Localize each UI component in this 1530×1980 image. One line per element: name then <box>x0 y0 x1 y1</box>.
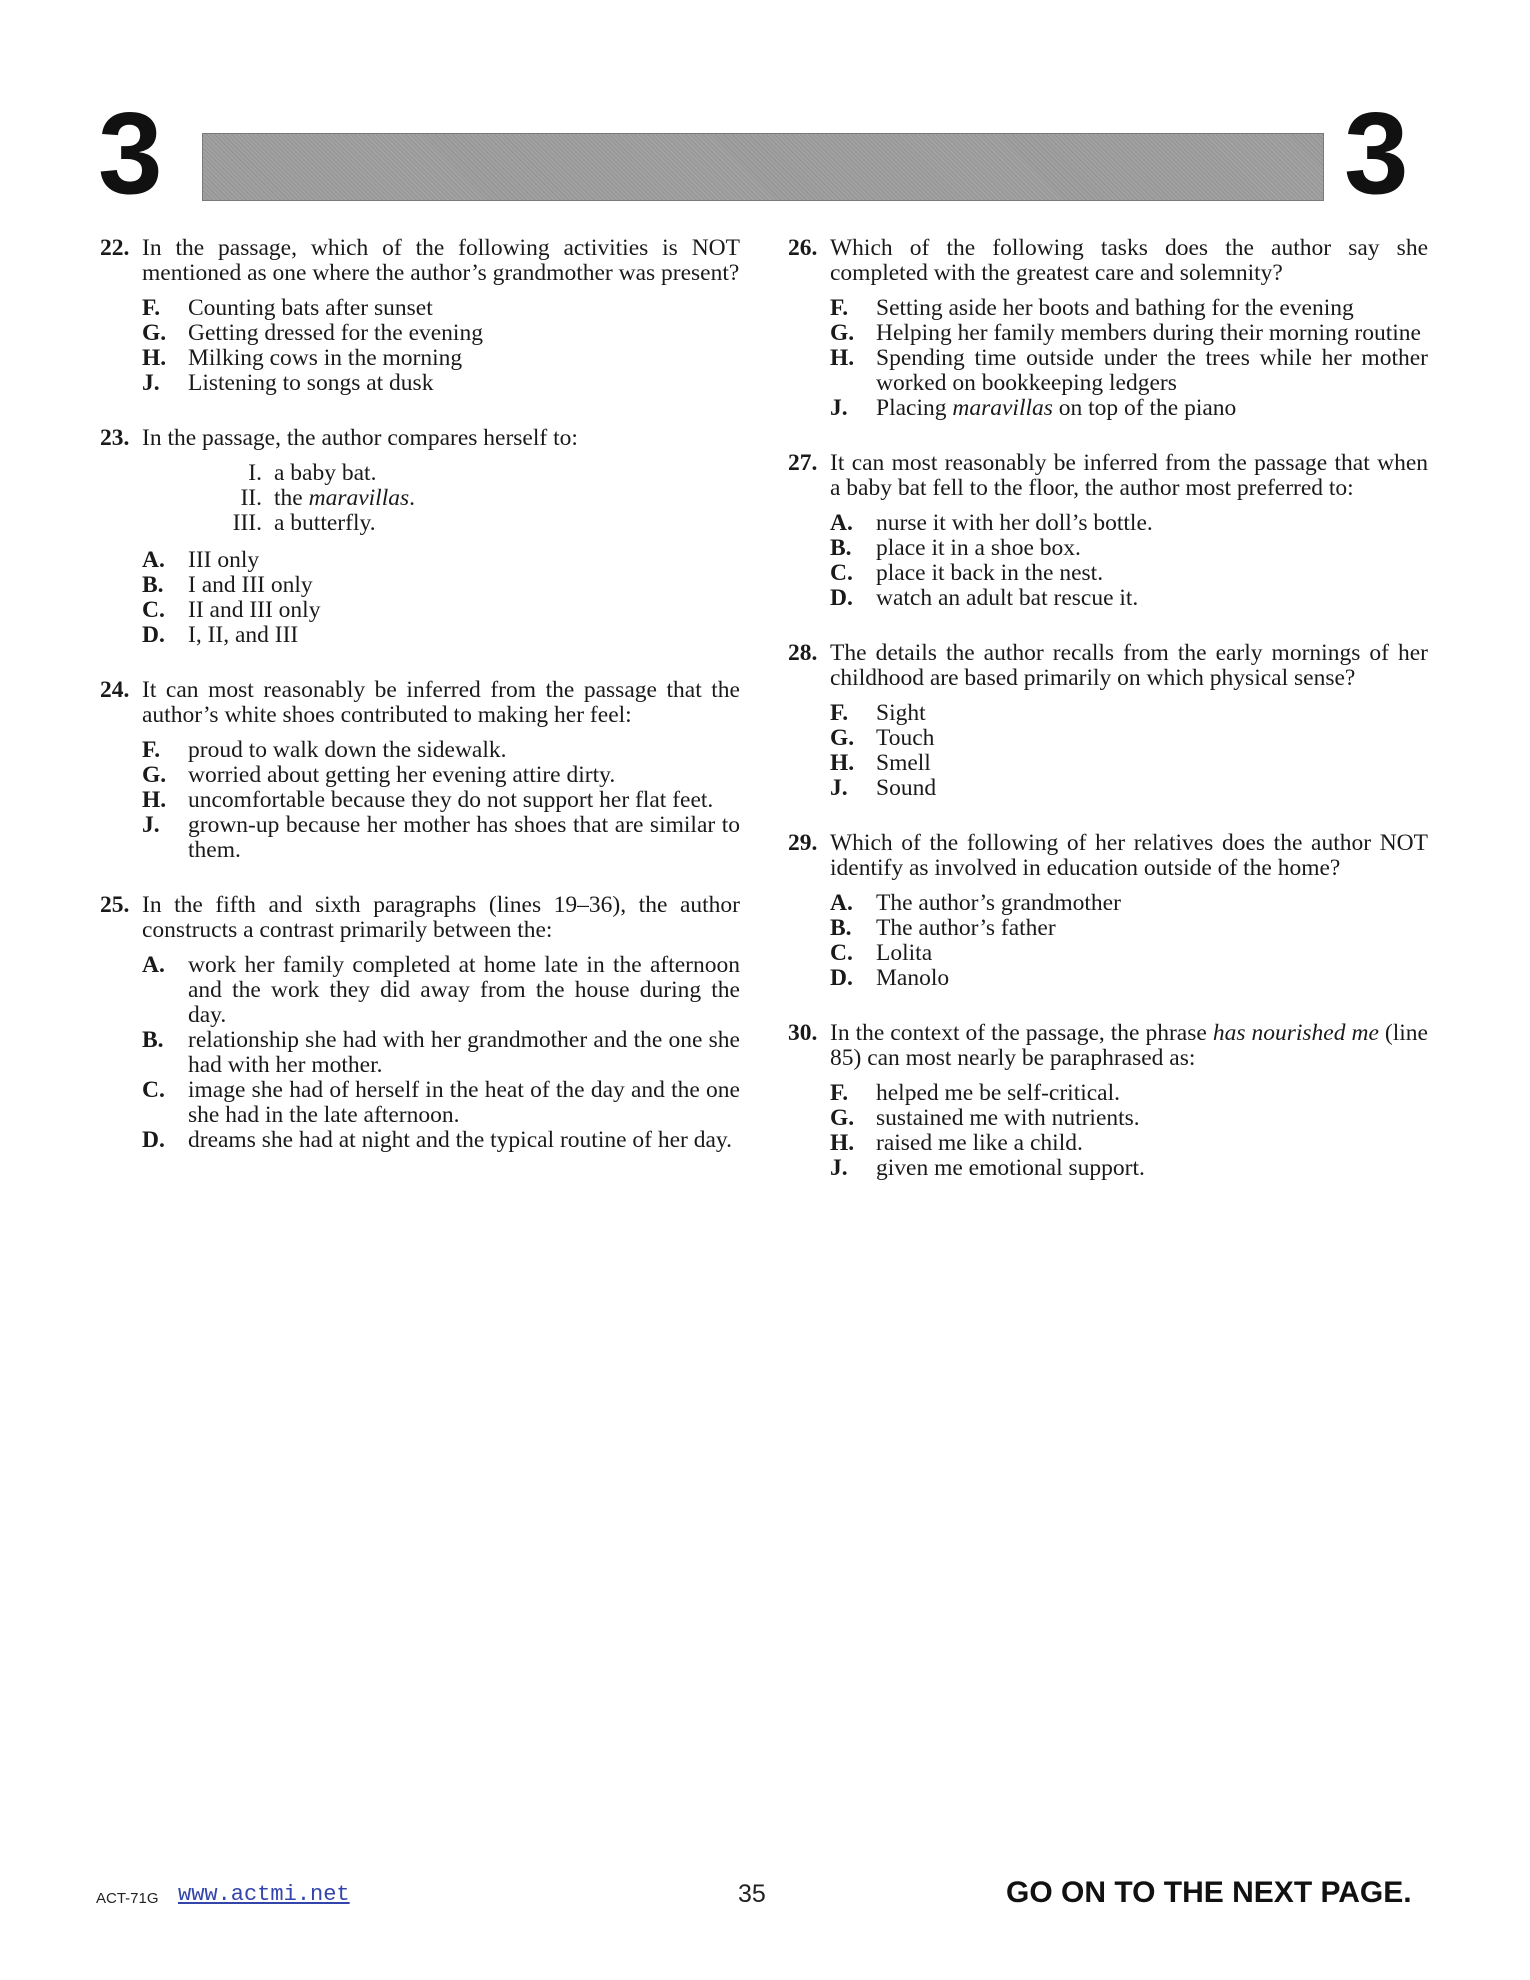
answer-choice[interactable] <box>830 1156 1428 1181</box>
choice-text: nurse it with her doll’s bottle. <box>876 510 1153 536</box>
answer-choice[interactable] <box>830 561 1428 586</box>
question-number: 27. <box>788 450 818 476</box>
choice-text: I, II, and III <box>188 622 299 648</box>
choice-letter: F. <box>830 295 849 321</box>
answer-choice[interactable] <box>142 321 740 346</box>
question-number: 26. <box>788 235 818 261</box>
choice-text: given me emotional support. <box>876 1155 1145 1181</box>
choice-letter: F. <box>830 1080 849 1106</box>
question-stem: In the context of the passage, the phrase has nourished me (line 85) can most nearly be paraphrased as: <box>830 1020 1428 1071</box>
choice-letter: J. <box>142 812 160 838</box>
section-number-left: 3 <box>98 88 163 218</box>
choice-letter: G. <box>830 1105 855 1131</box>
choice-letter: C. <box>830 940 853 966</box>
answer-choice[interactable] <box>830 891 1428 916</box>
question-number: 29. <box>788 830 818 856</box>
question-number: 23. <box>100 425 130 451</box>
choice-letter: H. <box>142 345 167 371</box>
test-code: ACT-71G <box>96 1890 159 1907</box>
choice-letter: J. <box>830 1155 848 1181</box>
left-column <box>100 236 740 1183</box>
choice-letter: B. <box>830 535 852 561</box>
choice-letter: A. <box>830 890 853 916</box>
choice-letter: F. <box>142 295 161 321</box>
roman-item <box>218 511 740 536</box>
answer-choice[interactable] <box>142 953 740 1028</box>
question-29 <box>788 831 1428 991</box>
choice-letter: B. <box>830 915 852 941</box>
answer-choice[interactable] <box>142 763 740 788</box>
question-28 <box>788 641 1428 801</box>
website-link[interactable]: www.actmi.net <box>178 1882 350 1907</box>
choice-letter: H. <box>830 345 855 371</box>
question-stem: The details the author recalls from the early mornings of her childhood are based primarily on which physical sense? <box>830 640 1428 691</box>
roman-text: a baby bat. <box>274 460 377 486</box>
answer-choice[interactable] <box>142 346 740 371</box>
choice-text: uncomfortable because they do not support her flat feet. <box>188 787 714 813</box>
choice-text: The author’s grandmother <box>876 890 1121 916</box>
choice-letter: C. <box>830 560 853 586</box>
roman-numeral-list <box>218 461 740 536</box>
answer-choice[interactable] <box>830 916 1428 941</box>
answer-choice[interactable] <box>142 296 740 321</box>
choice-letter: H. <box>830 750 855 776</box>
choice-text: place it back in the nest. <box>876 560 1104 586</box>
choice-text: The author’s father <box>876 915 1056 941</box>
choice-text: watch an adult bat rescue it. <box>876 585 1139 611</box>
question-number: 25. <box>100 892 130 918</box>
answer-choice[interactable] <box>142 738 740 763</box>
choice-letter: D. <box>142 622 165 648</box>
question-27 <box>788 451 1428 611</box>
section-header-bar <box>202 133 1324 201</box>
question-stem: In the passage, which of the following activities is NOT mentioned as one where the author’s grandmother was present? <box>142 235 740 286</box>
choice-text: raised me like a child. <box>876 1130 1083 1156</box>
roman-text: the maravillas. <box>274 485 415 511</box>
next-page-instruction: GO ON TO THE NEXT PAGE. <box>1006 1876 1412 1909</box>
answer-choice[interactable] <box>830 726 1428 751</box>
answer-choice[interactable] <box>830 346 1428 396</box>
choice-text: II and III only <box>188 597 321 623</box>
answer-choice[interactable] <box>142 1078 740 1128</box>
answer-choice[interactable] <box>142 371 740 396</box>
choice-letter: G. <box>142 762 167 788</box>
answer-choice[interactable] <box>830 966 1428 991</box>
answer-choice[interactable] <box>142 813 740 863</box>
choice-text: Placing maravillas on top of the piano <box>876 395 1237 421</box>
answer-choice[interactable] <box>830 751 1428 776</box>
answer-choice[interactable] <box>142 1028 740 1078</box>
question-30 <box>788 1021 1428 1181</box>
choice-letter: D. <box>142 1127 165 1153</box>
choice-letter: A. <box>142 547 165 573</box>
choice-text: I and III only <box>188 572 313 598</box>
choice-text: work her family completed at home late in the afternoon and the work they did away from the house during the day. <box>188 952 740 1028</box>
roman-number: III. <box>232 510 262 536</box>
section-number-right: 3 <box>1344 88 1409 218</box>
answer-choice[interactable] <box>830 296 1428 321</box>
right-column <box>788 236 1428 1211</box>
choice-text: proud to walk down the sidewalk. <box>188 737 507 763</box>
choice-text: sustained me with nutrients. <box>876 1105 1140 1131</box>
choice-text: helped me be self-critical. <box>876 1080 1121 1106</box>
question-stem: Which of the following of her relatives does the author NOT identify as involved in education outside of the home? <box>830 830 1428 881</box>
question-number: 28. <box>788 640 818 666</box>
choice-letter: J. <box>142 370 160 396</box>
answer-choice[interactable] <box>830 1131 1428 1156</box>
answer-choice[interactable] <box>830 511 1428 536</box>
choice-letter: G. <box>142 320 167 346</box>
choice-letter: C. <box>142 1077 165 1103</box>
question-stem: Which of the following tasks does the author say she completed with the greatest care and solemnity? <box>830 235 1428 286</box>
choice-text: Lolita <box>876 940 933 966</box>
choice-letter: B. <box>142 1027 164 1053</box>
question-stem: In the passage, the author compares herself to: <box>142 425 578 451</box>
answer-choice[interactable] <box>830 776 1428 801</box>
page-number: 35 <box>738 1880 766 1908</box>
answer-choice[interactable] <box>142 598 740 623</box>
answer-choice[interactable] <box>142 788 740 813</box>
choice-letter: G. <box>830 320 855 346</box>
answer-choice[interactable] <box>830 321 1428 346</box>
question-stem: It can most reasonably be inferred from the passage that the author’s white shoes contributed to making her feel: <box>142 677 740 728</box>
choice-letter: A. <box>142 952 165 978</box>
choice-letter: F. <box>142 737 161 763</box>
question-22 <box>100 236 740 396</box>
answer-choice[interactable] <box>142 573 740 598</box>
choice-text: image she had of herself in the heat of the day and the one she had in the late afternoon. <box>188 1077 740 1128</box>
choice-text: dreams she had at night and the typical routine of her day. <box>188 1127 733 1153</box>
question-25 <box>100 893 740 1153</box>
question-24 <box>100 678 740 863</box>
question-stem: It can most reasonably be inferred from the passage that when a baby bat fell to the floor, the author most preferred to: <box>830 450 1428 501</box>
question-number: 24. <box>100 677 130 703</box>
choice-letter: H. <box>142 787 167 813</box>
choice-letter: B. <box>142 572 164 598</box>
choice-text: Smell <box>876 750 931 776</box>
choice-letter: H. <box>830 1130 855 1156</box>
roman-number: I. <box>248 460 262 486</box>
roman-item <box>218 461 740 486</box>
choice-text: Manolo <box>876 965 950 991</box>
choice-letter: D. <box>830 965 853 991</box>
question-26 <box>788 236 1428 421</box>
answer-choice[interactable] <box>830 1106 1428 1131</box>
choice-text: place it in a shoe box. <box>876 535 1081 561</box>
choice-letter: J. <box>830 775 848 801</box>
choice-letter: G. <box>830 725 855 751</box>
choice-letter: C. <box>142 597 165 623</box>
choice-text: Helping her family members during their morning routine <box>876 320 1421 346</box>
choice-text: Touch <box>876 725 935 751</box>
choice-text: Spending time outside under the trees while her mother worked on bookkeeping ledgers <box>876 345 1428 396</box>
roman-number: II. <box>240 485 262 511</box>
answer-choice[interactable] <box>830 941 1428 966</box>
choice-letter: D. <box>830 585 853 611</box>
choice-text: Sight <box>876 700 926 726</box>
choice-text: worried about getting her evening attire dirty. <box>188 762 616 788</box>
choice-text: grown-up because her mother has shoes that are similar to them. <box>188 812 740 863</box>
answer-choice[interactable] <box>830 536 1428 561</box>
answer-choice[interactable] <box>830 586 1428 611</box>
roman-text: a butterfly. <box>274 510 376 536</box>
choice-text: Getting dressed for the evening <box>188 320 483 346</box>
choice-letter: F. <box>830 700 849 726</box>
choice-letter: J. <box>830 395 848 421</box>
answer-choice[interactable] <box>830 701 1428 726</box>
choice-text: III only <box>188 547 260 573</box>
question-number: 30. <box>788 1020 818 1046</box>
question-23 <box>100 426 740 648</box>
choice-text: Listening to songs at dusk <box>188 370 434 396</box>
answer-choice[interactable] <box>830 1081 1428 1106</box>
answer-choice[interactable] <box>142 548 740 573</box>
question-number: 22. <box>100 235 130 261</box>
question-stem: In the fifth and sixth paragraphs (lines 19–36), the author constructs a contrast primarily between the: <box>142 892 740 943</box>
choice-text: relationship she had with her grandmother and the one she had with her mother. <box>188 1027 740 1078</box>
choice-text: Sound <box>876 775 937 801</box>
roman-item <box>218 486 740 511</box>
choice-text: Counting bats after sunset <box>188 295 433 321</box>
choice-letter: A. <box>830 510 853 536</box>
answer-choice[interactable] <box>830 396 1428 421</box>
choice-text: Milking cows in the morning <box>188 345 463 371</box>
answer-choice[interactable] <box>142 623 740 648</box>
choice-text: Setting aside her boots and bathing for the evening <box>876 295 1354 321</box>
answer-choice[interactable] <box>142 1128 740 1153</box>
